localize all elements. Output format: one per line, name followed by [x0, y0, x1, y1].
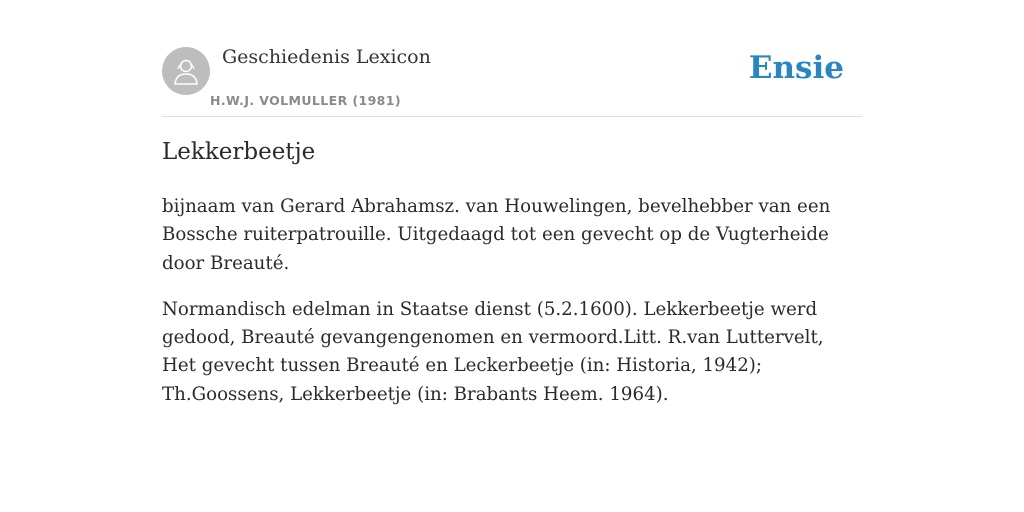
ensie-logo[interactable]: Ensie	[748, 50, 844, 86]
article-paragraph: bijnaam van Gerard Abrahamsz. van Houwelingen, bevelhebber van een Bossche ruiterpatrouille. Uitgedaagd tot een gevecht op de Vugterheide door Breauté.	[162, 196, 831, 274]
avatar[interactable]	[162, 47, 210, 95]
author-credit[interactable]: H.W.J. VOLMULLER (1981)	[210, 93, 401, 108]
source-title[interactable]: Geschiedenis Lexicon	[222, 46, 431, 68]
page-container	[162, 0, 862, 405]
user-icon	[171, 56, 201, 86]
article-header	[162, 0, 862, 117]
article-title: Lekkerbeetje	[162, 139, 316, 165]
article-paragraph: Normandisch edelman in Staatse dienst (5.2.1600). Lekkerbeetje werd gedood, Breauté gevangengenomen en vermoord.Litt. R.van Luttervelt, Het gevecht tussen Breauté en Leckerbeetje (in: Historia, 1942); Th.Goossens, Lekkerbeetje (in: Brabants Heem. 1964).	[162, 298, 824, 405]
article-body	[162, 193, 862, 427]
